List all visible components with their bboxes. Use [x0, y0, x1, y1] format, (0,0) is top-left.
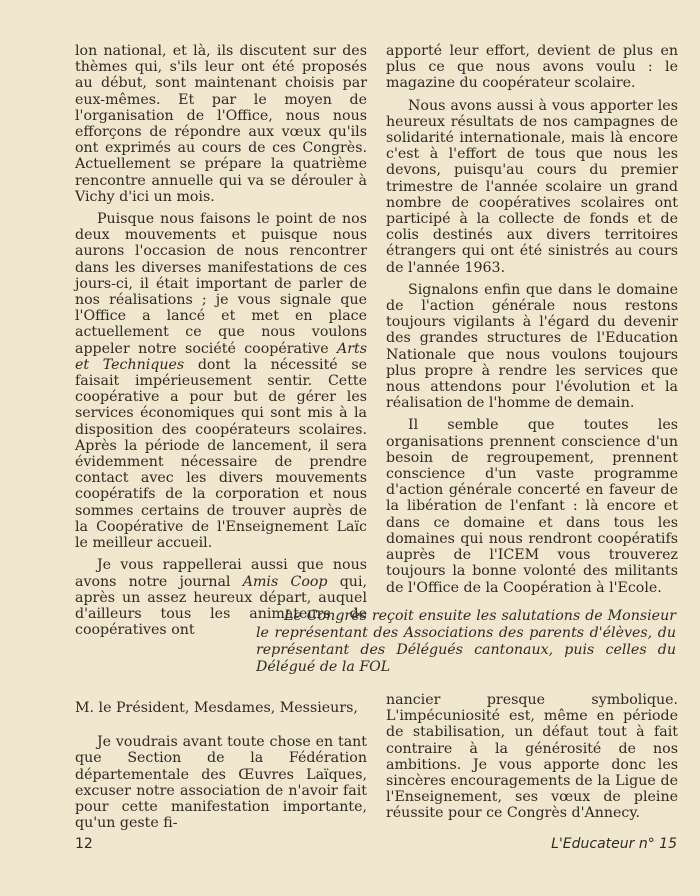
right-column-bottom — [386, 692, 678, 822]
right-column-top — [386, 43, 678, 596]
left-column-top — [75, 43, 367, 638]
paragraph: Signalons enfin que dans le domaine de l'action générale nous restons toujours vigilants à l'égard du devenir des grandes structures de l'Education Nationale que nous voulons toujours plus propre à rendre les services que nous attendons pour l'évolution et la réalisation de l'homme de demain. — [386, 281, 678, 412]
paragraph-text: dont la nécessité se faisait impérieusement sentir. Cette coopérative a pour but de gérer les services économiques qui sont mis à la disposition des coopérateurs scolaires. Après la période de lancement, il sera évidemment nécessaire de prendre contact avec les divers mouvements coopératifs de la corporation et nous sommes certains de trouver auprès de la Coopérative de l'Enseignement Laïc le meilleur accueil. — [75, 356, 367, 552]
journal-title: L'Educateur n° 15 — [551, 836, 677, 852]
paragraph: Je voudrais avant toute chose en tant que Section de la Fédération départementale des Œuvres Laïques, excuser notre association de n'avoir fait pour cette manifestation importante, qu'un geste fi- — [75, 734, 367, 832]
emphasis-text: Amis Coop — [242, 573, 328, 590]
note-text: Le Congrès reçoit ensuite les salutations de Monsieur le représentant des Associations des parents d'élèves, du représentant des Délégués cantonaux, puis celles du Délégué de la FOL — [256, 608, 676, 675]
congress-note — [256, 608, 676, 676]
left-column-bottom — [75, 700, 367, 831]
paragraph — [75, 211, 367, 551]
paragraph-text: qui, après un assez heureux départ, auquel d'ailleurs tous les animateurs de coopératives ont — [75, 573, 367, 639]
paragraph-text: Je vous rappellerai aussi que nous avons notre journal — [75, 557, 367, 590]
paragraph: Nous avons aussi à vous apporter les heureux résultats de nos campagnes de solidarité internationale, mais là encore c'est à l'effort de tous que nous les devons, puisqu'au cours du premier trimestre de l'année scolaire un grand nombre de coopératives scolaires ont participé à la collecte de fonds et de colis destinés aux divers territoires étrangers qui ont été sinistrés au cours de l'année 1963. — [386, 97, 678, 276]
paragraph: nancier presque symbolique. L'impécuniosité est, même en période de stabilisation, un défaut tout à fait contraire à la générosité de nos ambitions. Je vous apporte donc les sincères encouragements de la Ligue de l'Enseignement, ses vœux de pleine réussite pour ce Congrès d'Annecy. — [386, 692, 678, 822]
page-number: 12 — [75, 836, 93, 852]
paragraph: Il semble que toutes les organisations prennent conscience d'un besoin de regroupement, prennent conscience d'un vaste programme d'action générale concerté en faveur de la libération de l'enfant : là encore et dans ce domaine et dans tous les domaines qui nous rendront coopératifs auprès de l'ICEM vous trouverez toujours la bonne volonté des militants de l'Office de la Coopération à l'Ecole. — [386, 417, 678, 596]
paragraph: apporté leur effort, devient de plus en plus ce que nous avons voulu : le magazine du coopérateur scolaire. — [386, 43, 678, 92]
paragraph: lon national, et là, ils discutent sur des thèmes qui, s'ils leur ont été proposés au début, sont maintenant choisis par eux-mêmes. Et par le moyen de l'organisation de l'Office, nous nous efforçons de répondre aux vœux qu'ils ont exprimés au cours de ces Congrès. Actuellement se prépare la quatrième rencontre annuelle qui va se dérouler à Vichy d'ici un mois. — [75, 43, 367, 205]
salutation: M. le Président, Mesdames, Messieurs, — [75, 700, 358, 716]
paragraph-text: Puisque nous faisons le point de nos deux mouvements et puisque nous aurons l'occasion de nous rencontrer dans les diverses manifestations de ces jours-ci, il était important de parler de nos réalisations ; je vous signale que l'Office a lancé et met en place actuellement ce que nous voulons appeler notre société coopérative — [75, 211, 367, 357]
emphasis-text: Arts et Techniques — [75, 340, 367, 373]
